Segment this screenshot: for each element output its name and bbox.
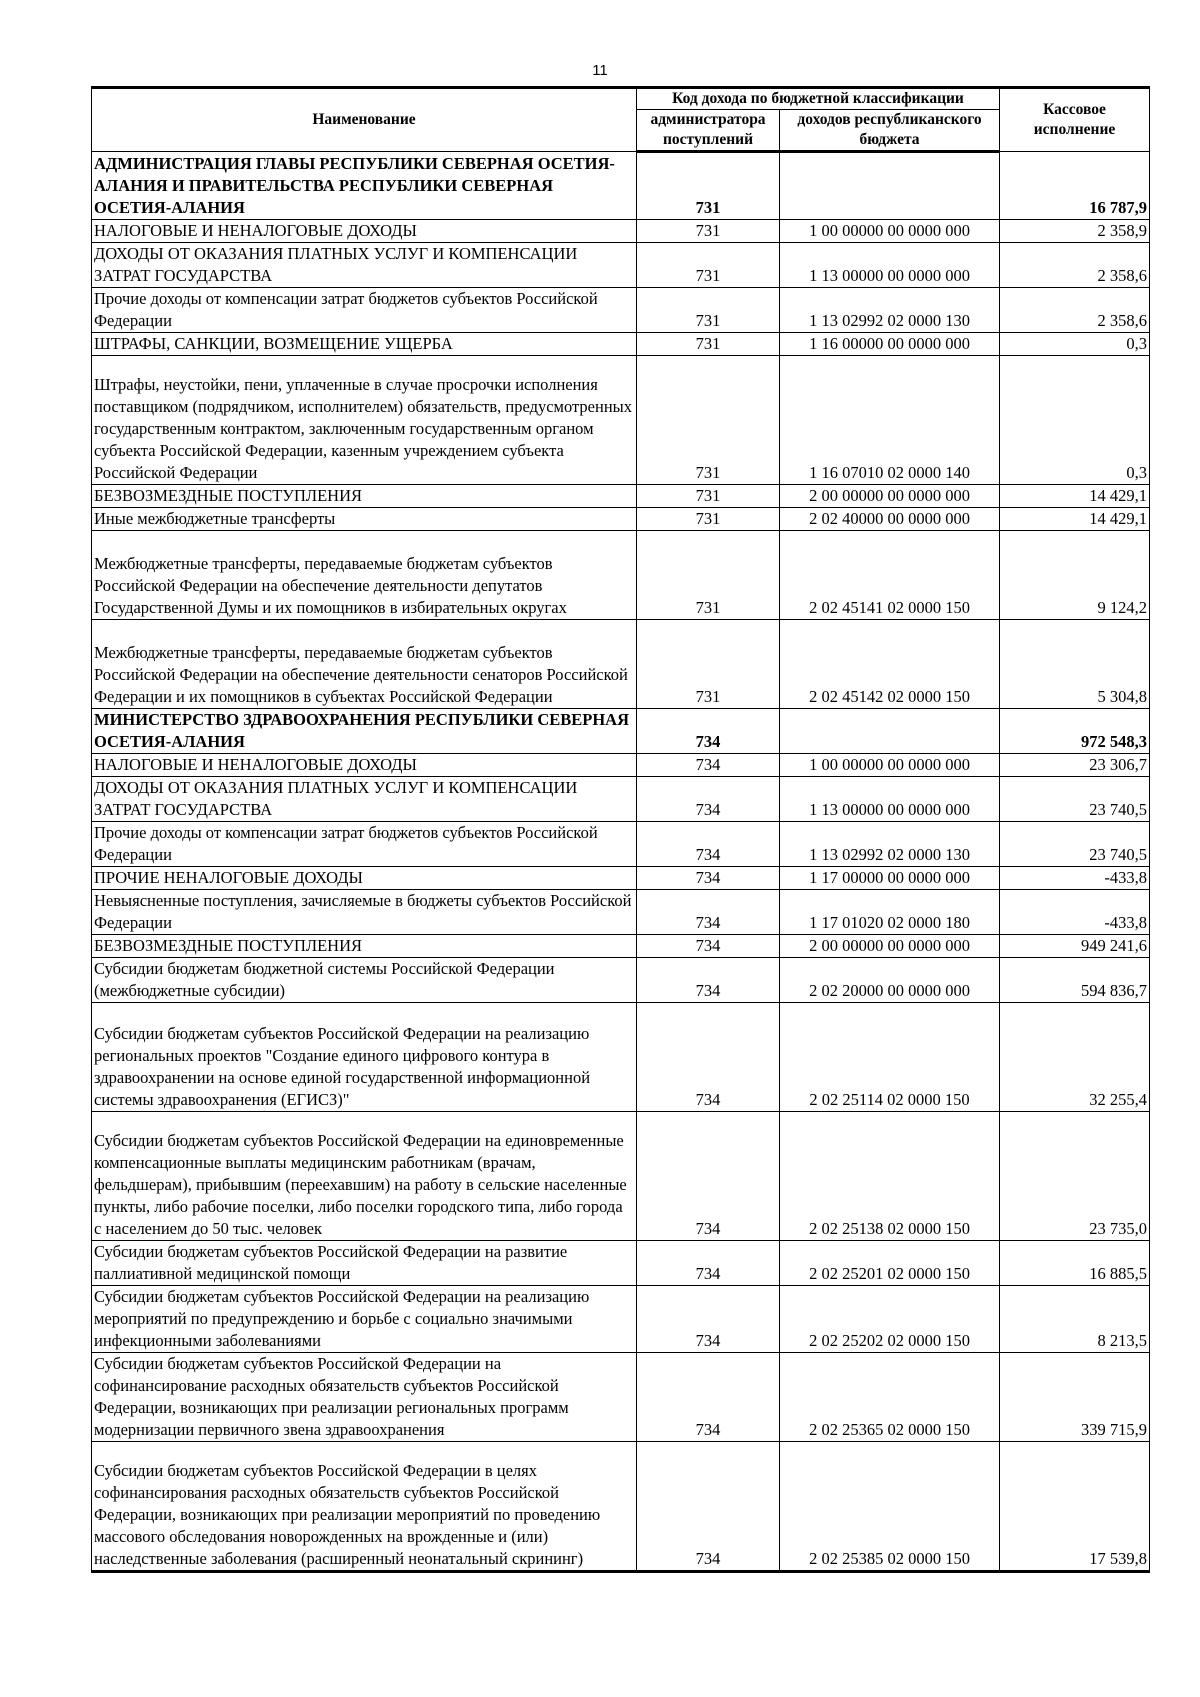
row-name: Субсидии бюджетам субъектов Российской Федерации на реализацию мероприятий по предупреждению и борьбе с социально значимыми инфекционными заболеваниями: [92, 1286, 637, 1353]
row-amount: 23 740,5: [1000, 777, 1150, 822]
row-name: БЕЗВОЗМЕЗДНЫЕ ПОСТУПЛЕНИЯ: [92, 935, 637, 958]
row-code: 1 17 01020 02 0000 180: [780, 890, 1000, 935]
row-code: [780, 709, 1000, 754]
table-row: [92, 1353, 1150, 1442]
row-name: Межбюджетные трансферты, передаваемые бюджетам субъектов Российской Федерации на обеспечение деятельности депутатов Государственной Думы и их помощников в избирательных округах: [92, 531, 637, 620]
row-name: Прочие доходы от компенсации затрат бюджетов субъектов Российской Федерации: [92, 822, 637, 867]
row-amount: 16 787,9: [1000, 152, 1150, 220]
row-code: [780, 152, 1000, 220]
table-row: [92, 890, 1150, 935]
row-code: 1 00 00000 00 0000 000: [780, 220, 1000, 243]
row-administrator: 734: [637, 867, 780, 890]
row-administrator: 731: [637, 356, 780, 485]
row-name: ШТРАФЫ, САНКЦИИ, ВОЗМЕЩЕНИЕ УЩЕРБА: [92, 333, 637, 356]
row-name: Субсидии бюджетам субъектов Российской Федерации на развитие паллиативной медицинской помощи: [92, 1241, 637, 1286]
row-administrator: 731: [637, 485, 780, 508]
table-row: [92, 152, 1150, 220]
row-name: Иные межбюджетные трансферты: [92, 508, 637, 531]
row-administrator: 734: [637, 935, 780, 958]
row-code: 1 13 00000 00 0000 000: [780, 777, 1000, 822]
row-code: 2 02 25365 02 0000 150: [780, 1353, 1000, 1442]
row-name: Штрафы, неустойки, пени, уплаченные в случае просрочки исполнения поставщиком (подрядчиком, исполнителем) обязательств, предусмотренных государственным контрактом, заключенным государственным органом субъекта Российской Федерации, казенным учреждением субъекта Российской Федерации: [92, 356, 637, 485]
row-code: 1 17 00000 00 0000 000: [780, 867, 1000, 890]
row-amount: 0,3: [1000, 333, 1150, 356]
row-administrator: 734: [637, 1241, 780, 1286]
row-amount: 5 304,8: [1000, 620, 1150, 709]
header-revenue-code: доходов республиканского бюджета: [780, 110, 1000, 152]
header-administrator: администратора поступлений: [637, 110, 780, 152]
row-code: 1 00 00000 00 0000 000: [780, 754, 1000, 777]
row-administrator: 734: [637, 958, 780, 1003]
row-administrator: 734: [637, 1353, 780, 1442]
row-amount: 14 429,1: [1000, 485, 1150, 508]
row-name: Субсидии бюджетам субъектов Российской Федерации на реализацию региональных проектов "Создание единого цифрового контура в здравоохранении на основе единой государственной информационной системы здравоохранения (ЕГИСЗ)": [92, 1003, 637, 1112]
row-code: 2 00 00000 00 0000 000: [780, 485, 1000, 508]
row-code: 2 02 45141 02 0000 150: [780, 531, 1000, 620]
row-administrator: 731: [637, 508, 780, 531]
header-cash-execution: Кассовое исполнение: [1000, 88, 1150, 152]
table-row: [92, 709, 1150, 754]
row-amount: 14 429,1: [1000, 508, 1150, 531]
row-amount: 594 836,7: [1000, 958, 1150, 1003]
row-code: 2 02 25385 02 0000 150: [780, 1442, 1000, 1572]
row-amount: 23 306,7: [1000, 754, 1150, 777]
table-row: [92, 1286, 1150, 1353]
row-administrator: 731: [637, 333, 780, 356]
table-row: [92, 356, 1150, 485]
row-code: 2 02 40000 00 0000 000: [780, 508, 1000, 531]
row-amount: 2 358,9: [1000, 220, 1150, 243]
table-row: [92, 531, 1150, 620]
table-row: [92, 508, 1150, 531]
table-row: [92, 243, 1150, 288]
row-amount: 17 539,8: [1000, 1442, 1150, 1572]
page-number: 11: [592, 62, 608, 79]
row-name: Субсидии бюджетам бюджетной системы Российской Федерации (межбюджетные субсидии): [92, 958, 637, 1003]
row-amount: 2 358,6: [1000, 288, 1150, 333]
row-name: Межбюджетные трансферты, передаваемые бюджетам субъектов Российской Федерации на обеспечение деятельности сенаторов Российской Федерации и их помощников в субъектах Российской Федерации: [92, 620, 637, 709]
row-name: ДОХОДЫ ОТ ОКАЗАНИЯ ПЛАТНЫХ УСЛУГ И КОМПЕНСАЦИИ ЗАТРАТ ГОСУДАРСТВА: [92, 777, 637, 822]
row-name: НАЛОГОВЫЕ И НЕНАЛОГОВЫЕ ДОХОДЫ: [92, 754, 637, 777]
row-amount: 339 715,9: [1000, 1353, 1150, 1442]
row-code: 2 02 25138 02 0000 150: [780, 1112, 1000, 1241]
row-name: ДОХОДЫ ОТ ОКАЗАНИЯ ПЛАТНЫХ УСЛУГ И КОМПЕНСАЦИИ ЗАТРАТ ГОСУДАРСТВА: [92, 243, 637, 288]
table-row: [92, 485, 1150, 508]
row-code: 2 02 25201 02 0000 150: [780, 1241, 1000, 1286]
row-name: АДМИНИСТРАЦИЯ ГЛАВЫ РЕСПУБЛИКИ СЕВЕРНАЯ ОСЕТИЯ-АЛАНИЯ И ПРАВИТЕЛЬСТВА РЕСПУБЛИКИ СЕВЕРНАЯ ОСЕТИЯ-АЛАНИЯ: [92, 152, 637, 220]
row-amount: 23 735,0: [1000, 1112, 1150, 1241]
row-administrator: 734: [637, 1286, 780, 1353]
row-administrator: 734: [637, 754, 780, 777]
table-row: [92, 754, 1150, 777]
row-amount: 9 124,2: [1000, 531, 1150, 620]
row-name: МИНИСТЕРСТВО ЗДРАВООХРАНЕНИЯ РЕСПУБЛИКИ СЕВЕРНАЯ ОСЕТИЯ-АЛАНИЯ: [92, 709, 637, 754]
table-row: [92, 822, 1150, 867]
table-row: [92, 958, 1150, 1003]
revenue-table: [91, 86, 1150, 1573]
row-code: 2 02 20000 00 0000 000: [780, 958, 1000, 1003]
row-code: 2 02 25202 02 0000 150: [780, 1286, 1000, 1353]
row-name: Субсидии бюджетам субъектов Российской Федерации на единовременные компенсационные выплаты медицинским работникам (врачам, фельдшерам), прибывшим (переехавшим) на работу в сельские населенные пункты, либо рабочие поселки, либо поселки городского типа, либо города с населением до 50 тыс. человек: [92, 1112, 637, 1241]
row-amount: 32 255,4: [1000, 1003, 1150, 1112]
row-amount: 23 740,5: [1000, 822, 1150, 867]
row-administrator: 734: [637, 709, 780, 754]
table-row: [92, 777, 1150, 822]
row-administrator: 734: [637, 890, 780, 935]
row-code: 1 13 00000 00 0000 000: [780, 243, 1000, 288]
row-code: 1 13 02992 02 0000 130: [780, 288, 1000, 333]
row-administrator: 731: [637, 220, 780, 243]
row-code: 2 00 00000 00 0000 000: [780, 935, 1000, 958]
row-administrator: 734: [637, 777, 780, 822]
table-row: [92, 1003, 1150, 1112]
row-code: 1 13 02992 02 0000 130: [780, 822, 1000, 867]
table-row: [92, 867, 1150, 890]
row-administrator: 731: [637, 531, 780, 620]
row-name: Субсидии бюджетам субъектов Российской Федерации в целях софинансирования расходных обязательств субъектов Российской Федерации, возникающих при реализации мероприятий по проведению массового обследования новорожденных на врожденные и (или) наследственные заболевания (расширенный неонатальный скрининг): [92, 1442, 637, 1572]
table-row: [92, 620, 1150, 709]
table-row: [92, 288, 1150, 333]
row-administrator: 734: [637, 1003, 780, 1112]
table-row: [92, 1442, 1150, 1572]
table-row: [92, 935, 1150, 958]
row-amount: -433,8: [1000, 890, 1150, 935]
row-administrator: 734: [637, 1442, 780, 1572]
header-name: Наименование: [92, 88, 637, 152]
row-administrator: 731: [637, 152, 780, 220]
row-amount: 2 358,6: [1000, 243, 1150, 288]
table-row: [92, 1241, 1150, 1286]
row-name: Субсидии бюджетам субъектов Российской Федерации на софинансирование расходных обязательств субъектов Российской Федерации, возникающих при реализации региональных программ модернизации первичного звена здравоохранения: [92, 1353, 637, 1442]
row-administrator: 734: [637, 822, 780, 867]
row-name: Прочие доходы от компенсации затрат бюджетов субъектов Российской Федерации: [92, 288, 637, 333]
row-administrator: 731: [637, 620, 780, 709]
row-administrator: 731: [637, 243, 780, 288]
row-administrator: 734: [637, 1112, 780, 1241]
row-name: НАЛОГОВЫЕ И НЕНАЛОГОВЫЕ ДОХОДЫ: [92, 220, 637, 243]
row-amount: 972 548,3: [1000, 709, 1150, 754]
table-row: [92, 1112, 1150, 1241]
row-name: ПРОЧИЕ НЕНАЛОГОВЫЕ ДОХОДЫ: [92, 867, 637, 890]
row-amount: 0,3: [1000, 356, 1150, 485]
row-code: 2 02 45142 02 0000 150: [780, 620, 1000, 709]
row-code: 1 16 07010 02 0000 140: [780, 356, 1000, 485]
row-amount: 949 241,6: [1000, 935, 1150, 958]
row-name: БЕЗВОЗМЕЗДНЫЕ ПОСТУПЛЕНИЯ: [92, 485, 637, 508]
row-code: 2 02 25114 02 0000 150: [780, 1003, 1000, 1112]
row-name: Невыясненные поступления, зачисляемые в бюджеты субъектов Российской Федерации: [92, 890, 637, 935]
row-amount: -433,8: [1000, 867, 1150, 890]
header-code-group: Код дохода по бюджетной классификации: [637, 88, 1000, 110]
row-administrator: 731: [637, 288, 780, 333]
table-row: [92, 333, 1150, 356]
row-amount: 16 885,5: [1000, 1241, 1150, 1286]
row-amount: 8 213,5: [1000, 1286, 1150, 1353]
row-code: 1 16 00000 00 0000 000: [780, 333, 1000, 356]
table-row: [92, 220, 1150, 243]
